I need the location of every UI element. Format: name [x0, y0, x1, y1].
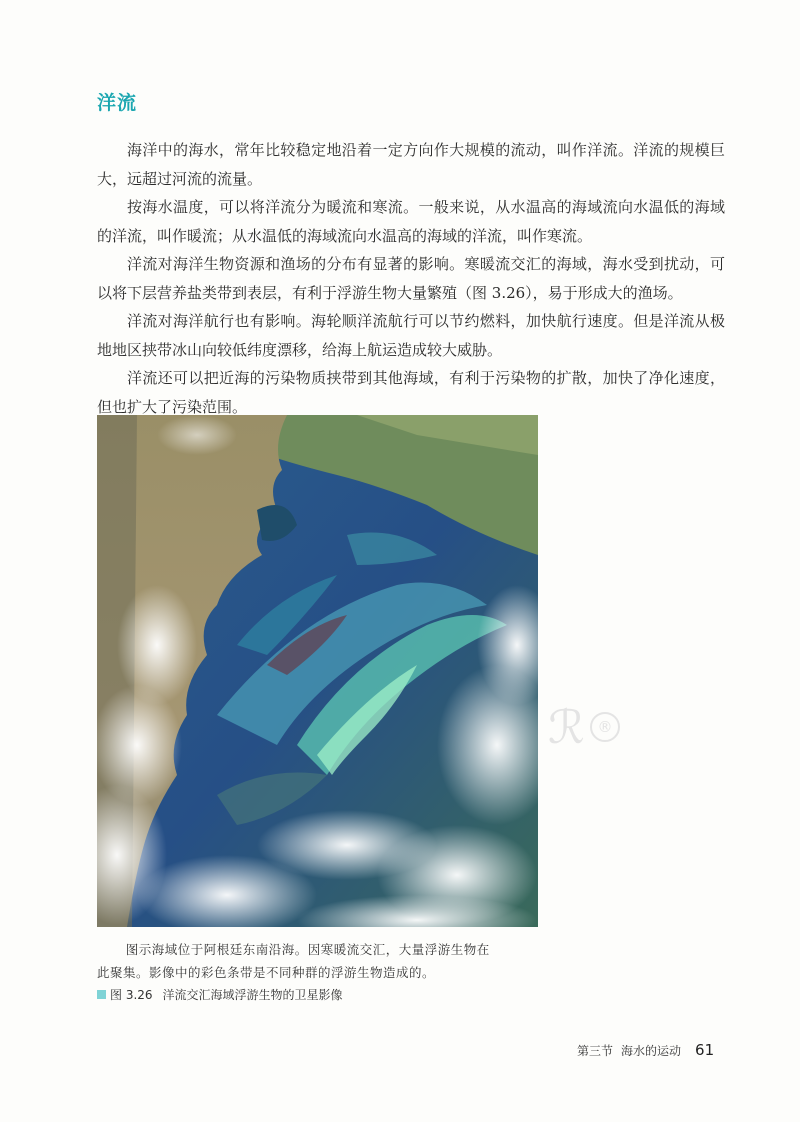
paragraph: 洋流还可以把近海的污染物质挟带到其他海域，有利于污染物的扩散，加快了净化速度，但也扩大了污染范围。 — [97, 369, 725, 416]
caption-square-icon — [97, 990, 106, 999]
satellite-image — [97, 415, 538, 927]
watermark-mark: ℛ — [548, 700, 585, 754]
footer-section: 海水的运动 — [621, 1044, 682, 1058]
figure-caption — [97, 986, 343, 1003]
paragraph: 洋流对海洋生物资源和渔场的分布有显著的影响。寒暖流交汇的海域，海水受到扰动，可以将下层营养盐类带到表层，有利于浮游生物大量繁殖（图 3.26），易于形成大的渔场。 — [97, 255, 725, 302]
figure-caption-text: 洋流交汇海域浮游生物的卫星影像 — [162, 988, 343, 1002]
paragraph: 按海水温度，可以将洋流分为暖流和寒流。一般来说，从水温高的海域流向水温低的海域的洋流，叫作暖流；从水温低的海域流向水温高的海域的洋流，叫作寒流。 — [97, 198, 725, 245]
body-text — [97, 136, 725, 421]
page-number: 61 — [695, 1041, 715, 1059]
registered-icon: ® — [590, 712, 620, 742]
page-footer — [577, 1041, 714, 1059]
satellite-image-art — [97, 415, 538, 927]
section-title: 洋流 — [97, 92, 138, 114]
figure-number: 图 3.26 — [110, 988, 153, 1002]
paragraph: 洋流对海洋航行也有影响。海轮顺洋流航行可以节约燃料，加快航行速度。但是洋流从极地地区挟带冰山向较低纬度漂移，给海上航运造成较大威胁。 — [97, 312, 725, 359]
figure-caption-note: 图示海域位于阿根廷东南沿海。因寒暖流交汇，大量浮游生物在此聚集。影像中的彩色条带是不同种群的浮游生物造成的。 — [97, 942, 490, 980]
paragraph: 海洋中的海水，常年比较稳定地沿着一定方向作大规模的流动，叫作洋流。洋流的规模巨大，远超过河流的流量。 — [97, 141, 725, 188]
footer-chapter: 第三节 — [577, 1044, 614, 1058]
